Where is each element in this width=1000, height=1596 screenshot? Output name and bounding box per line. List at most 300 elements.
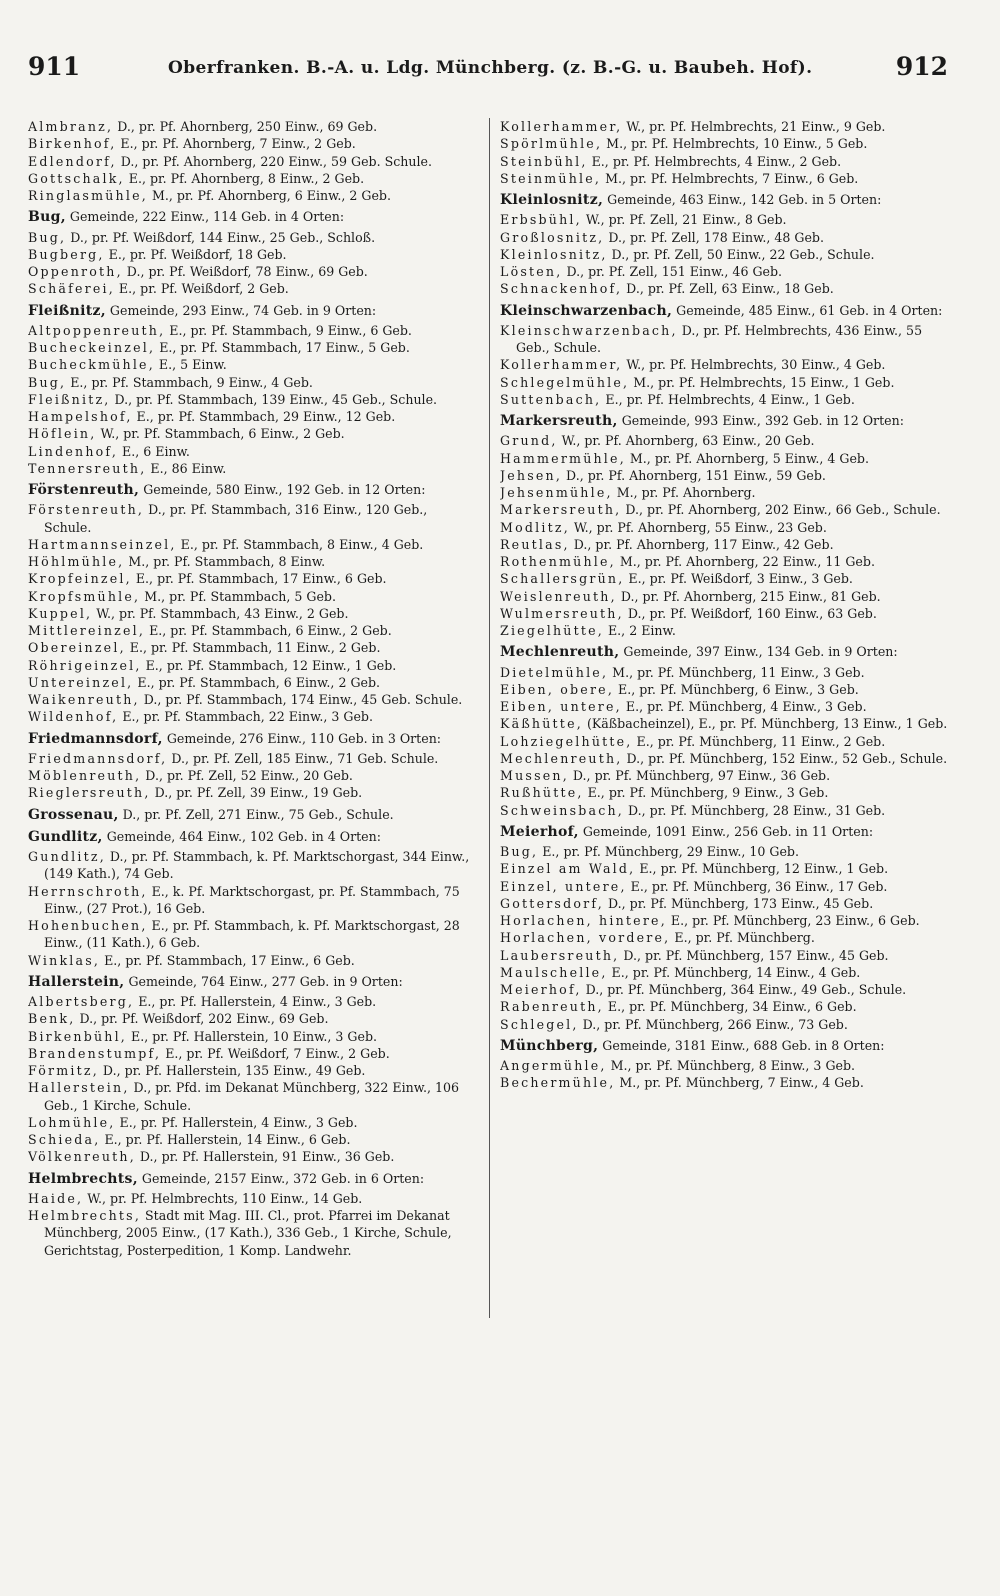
place-details: Gemeinde, 580 Einw., 192 Geb. in 12 Orten: [139,482,426,497]
place-name: Schieda, [28,1132,101,1147]
place-entry [500,681,952,698]
place-details: D., pr. Pf. Münchberg, 152 Einw., 52 Geb., Schule. [622,750,948,766]
right-column [500,118,952,1588]
place-entry [28,691,477,708]
place-name: Oppenroth, [28,264,123,279]
place-details: E., pr. Pf. Stammbach, 12 Einw., 1 Geb. [141,657,397,673]
place-name: Kollerhammer, [500,119,623,134]
place-details: E., pr. Pf. Stammbach, 17 Einw., 6 Geb. [131,571,387,587]
place-entry [28,993,477,1010]
place-details: E., 2 Einw. [603,623,676,638]
gemeinde-heading [28,302,477,320]
place-name: Benk, [28,1011,76,1027]
place-details: Gemeinde, 993 Einw., 392 Geb. in 12 Orten: [617,413,904,428]
gemeinde-heading [500,191,952,209]
place-details: E., pr. Pf. Münchberg, 14 Einw., 4 Geb. [607,964,861,980]
place-name: Lohmühle, [28,1114,116,1130]
place-entry [500,356,952,373]
place-entry [28,187,477,204]
place-details: E., pr. Pf. Stammbach, k. Pf. Marktschorgast, 28 Einw., (11 Kath.), 6 Geb. [44,918,460,951]
place-details: D., pr. Pf. Weißdorf, 78 Einw., 69 Geb. [122,264,368,279]
place-name: Birkenbühl, [28,1028,128,1044]
place-details: D., pr. Pfd. im Dekanat Münchberg, 322 Einw., 106 Geb., 1 Kirche, Schule. [44,1080,460,1113]
place-entry [28,1028,477,1045]
place-details: E., pr. Pf. Weißdorf, 7 Einw., 2 Geb. [161,1045,390,1061]
place-entry [500,484,952,501]
place-details: D., pr. Pf. Zell, 63 Einw., 18 Geb. [622,281,834,297]
place-name: Grossenau, [28,806,119,823]
place-entry [28,639,477,656]
place-entry [500,263,952,280]
place-name: Förstenreuth, [28,502,145,518]
place-details: D., pr. Pf. Hallerstein, 135 Einw., 49 Geb. [98,1063,366,1078]
place-entry [28,1010,477,1027]
place-details: E., pr. Pf. Stammbach, 8 Einw., 4 Geb. [176,536,424,552]
place-name: Edlendorf, [28,153,117,169]
place-entry [500,981,952,998]
place-details: D., pr. Pf. Zell, 271 Einw., 75 Geb., Schule. [118,806,394,822]
place-details: M., pr. Pf. Ahornberg, 6 Einw., 2 Geb. [147,188,391,203]
place-entry [500,843,952,860]
place-details: Gemeinde, 222 Einw., 114 Geb. in 4 Orten: [65,209,345,225]
place-name: Eiben, untere, [500,699,622,714]
place-details: E., pr. Pf. Stammbach, 9 Einw., 4 Geb. [66,374,313,390]
place-name: Kollerhammer, [500,357,623,373]
place-name: Förmitz, [28,1063,99,1078]
place-entry [500,750,952,767]
place-name: Wildenhof, [28,709,119,725]
place-details: D., pr. Pf. Weißdorf, 160 Einw., 63 Geb. [623,605,877,621]
place-name: Schäferei, [28,281,115,297]
place-details: E., pr. Pf. Münchberg, 9 Einw., 3 Geb. [583,785,829,801]
place-name: Kropfeinzel, [28,571,132,587]
place-name: Friedmannsdorf, [28,730,163,747]
place-entry [28,322,477,339]
place-entry [28,1079,477,1114]
place-entry [28,767,477,784]
place-details: D., pr. Pf. Münchberg, 157 Einw., 45 Geb. [619,947,889,963]
place-entry [28,570,477,587]
place-name: Bug, [500,844,539,859]
place-details: D., pr. Pf. Ahornberg, 202 Einw., 66 Geb., Schule. [621,502,941,518]
place-name: Horlachen, vordere, [500,930,671,946]
place-details: D., pr. Pf. Stammbach, 316 Einw., 120 Geb., Schule. [44,502,428,535]
place-name: Steinbühl, [500,153,588,169]
place-details: D., pr. Pf. Münchberg, 28 Einw., 31 Geb. [623,802,886,818]
place-details: M., pr. Pf. Ahornberg. [612,485,756,500]
place-name: Brandenstumpf, [28,1045,162,1061]
place-entry [500,553,952,570]
place-entry [28,536,477,553]
place-name: Jehsen, [500,467,563,483]
place-entry [28,408,477,425]
place-entry [28,170,477,187]
place-details: E., pr. Pf. Hallerstein, 14 Einw., 6 Geb. [100,1132,351,1147]
place-name: Hampelshof, [28,409,133,424]
place-details: D., pr. Pf. Zell, 185 Einw., 71 Geb. Schule. [167,750,439,766]
place-entry [500,715,952,732]
place-details: D., pr. Pf. Zell, 178 Einw., 48 Geb. [604,229,824,245]
place-details: E., pr. Pf. Hallerstein, 4 Einw., 3 Geb. [134,994,377,1009]
place-details: M., pr. Pf. Helmbrechts, 10 Einw., 5 Geb. [602,136,868,152]
place-entry [500,1016,952,1033]
place-name: Meierhof, [500,982,582,997]
place-details: Gemeinde, 463 Einw., 142 Geb. in 5 Orten: [603,192,882,207]
place-name: Suttenbach, [500,391,602,407]
place-details: E., pr. Pf. Ahornberg, 8 Einw., 2 Geb. [124,170,365,186]
place-name: Kuppel, [28,605,93,621]
place-name: Wulmersreuth, [500,605,624,621]
place-name: Gottersdorf, [500,895,604,911]
place-name: Rothenmühle, [500,554,616,569]
place-details: D., pr. Pf. Ahornberg, 250 Einw., 69 Geb. [113,119,378,134]
place-entry [28,229,477,246]
place-entry [28,391,477,408]
page-number-right: 912 [895,52,948,81]
place-details: D., pr. Pf. Stammbach, 174 Einw., 45 Geb. Schule. [139,692,463,707]
place-name: Waikenreuth, [28,692,140,707]
place-entry [500,733,952,750]
place-name: Albertsberg, [28,994,135,1009]
place-name: Grund, [500,433,558,449]
place-entry [28,848,477,883]
place-name: Obereinzel, [28,640,126,656]
place-entry [28,339,477,356]
place-details: E., 86 Einw. [146,460,227,476]
place-details: Gemeinde, 397 Einw., 134 Geb. in 9 Orten: [619,644,898,660]
place-name: Haide, [28,1190,84,1206]
place-name: Jehsenmühle, [500,485,613,500]
place-name: Einzel, untere, [500,878,627,894]
place-name: Maulschelle, [500,964,608,980]
place-details: W., pr. Pf. Helmbrechts, 30 Einw., 4 Geb. [622,357,886,373]
place-details: E., pr. Pf. Stammbach, 9 Einw., 6 Geb. [165,322,412,338]
place-entry [28,674,477,691]
place-name: Ziegelhütte, [500,623,604,638]
place-details: D., pr. Pf. Zell, 39 Einw., 19 Geb. [150,785,363,801]
place-entry [28,1045,477,1062]
place-entry [28,1062,477,1079]
gemeinde-heading [500,823,952,841]
place-entry [500,588,952,605]
place-name: Bucheckmühle, [28,357,155,373]
place-name: Hartmannseinzel, [28,536,177,552]
place-name: Bechermühle, [500,1075,616,1091]
place-entry [28,622,477,639]
place-details: D., pr. Pf. Ahornberg, 151 Einw., 59 Geb. [562,467,826,483]
place-entry [28,501,477,536]
place-details: E., pr. Pf. Münchberg, 6 Einw., 3 Geb. [614,681,859,697]
place-details: E., pr. Pf. Weißdorf, 3 Einw., 3 Geb. [624,571,853,587]
place-entry [28,1148,477,1165]
place-name: Käßhütte, [500,716,583,732]
place-details: Gemeinde, 764 Einw., 277 Geb. in 9 Orten: [124,973,403,989]
place-name: Fleißnitz, [28,391,111,407]
place-name: Spörlmühle, [500,136,603,152]
place-entry [28,374,477,391]
place-name: Röhrigeinzel, [28,657,142,673]
place-entry [500,767,952,784]
place-entry [500,170,952,187]
place-entry [500,622,952,639]
place-details: W., pr. Pf. Stammbach, 43 Einw., 2 Geb. [92,605,349,621]
place-details: E., pr. Pf. Helmbrechts, 4 Einw., 1 Geb. [601,391,855,407]
place-name: Kleinschwarzenbach, [500,322,678,338]
place-entry [28,952,477,969]
place-entry [28,750,477,767]
place-entry [500,998,952,1015]
place-entry [500,467,952,484]
place-details: E., pr. Pf. Münchberg, 29 Einw., 10 Geb. [538,844,799,859]
gemeinde-heading [500,412,952,430]
place-name: Münchberg, [500,1037,599,1054]
gemeinde-heading [28,730,477,748]
gemeinde-heading [28,973,477,991]
place-name: Rabenreuth, [500,999,604,1015]
place-entry [500,153,952,170]
place-entry [500,912,952,929]
place-entry [500,246,952,263]
place-entry [500,878,952,895]
place-name: Mechlenreuth, [500,644,620,661]
place-details: Gemeinde, 464 Einw., 102 Geb. in 4 Orten: [102,828,381,844]
place-details: E., pr. Pf. Münchberg. [670,930,815,946]
gemeinde-heading [28,828,477,846]
place-name: Markersreuth, [500,502,622,518]
place-name: Tennersreuth, [28,460,147,476]
place-entry [500,211,952,228]
place-entry [28,657,477,674]
place-name: Helmbrechts, [28,1208,142,1223]
place-entry [500,605,952,622]
place-entry [28,883,477,918]
place-name: Hammermühle, [500,450,626,466]
place-name: Höflein, [28,426,97,442]
place-details: M., pr. Pf. Ahornberg, 5 Einw., 4 Geb. [625,450,869,466]
place-name: Angermühle, [500,1058,607,1073]
place-details: E., pr. Pf. Weißdorf, 2 Geb. [114,281,289,297]
place-details: D., pr. Pf. Ahornberg, 215 Einw., 81 Geb. [616,588,881,604]
place-name: Rußhütte, [500,785,584,801]
place-details: Gemeinde, 293 Einw., 74 Geb. in 9 Orten: [105,302,377,318]
page-header [28,52,948,92]
place-details: D., pr. Pf. Weißdorf, 144 Einw., 25 Geb., Schloß. [66,229,376,245]
place-name: Hallerstein, [28,973,125,990]
place-entry [28,443,477,460]
place-details: D., pr. Pf. Münchberg, 266 Einw., 73 Geb. [578,1016,848,1032]
column-divider [489,118,490,1318]
place-entry [500,895,952,912]
gemeinde-heading [28,1170,477,1188]
place-details: D., pr. Pf. Zell, 50 Einw., 22 Geb., Schule. [607,246,875,262]
left-column [28,118,477,1588]
place-name: Förstenreuth, [28,482,140,498]
place-details: E., pr. Pf. Stammbach, 11 Einw., 2 Geb. [125,640,381,656]
place-details: D., pr. Pf. Stammbach, 139 Einw., 45 Geb., Schule. [110,391,438,407]
place-details: E., pr. Pf. Stammbach, 6 Einw., 2 Geb. [145,623,392,638]
place-name: Lösten, [500,264,563,279]
place-entry [500,802,952,819]
place-name: Kropfsmühle, [28,588,141,604]
place-name: Meierhof, [500,823,579,840]
place-details: D., pr. Pf. Münchberg, 97 Einw., 36 Geb. [568,768,831,783]
place-entry [500,1057,952,1074]
place-name: Bugberg, [28,246,105,262]
place-details: E., 6 Einw. [118,443,190,459]
place-entry [28,784,477,801]
place-name: Bug, [28,209,66,226]
place-details: D., pr. Pf. Zell, 151 Einw., 46 Geb. [562,264,783,279]
place-name: Kleinlosnitz, [500,246,608,262]
place-name: Gundlitz, [28,849,106,864]
place-name: Friedmannsdorf, [28,750,168,766]
place-details: D., pr. Pf. Helmbrechts, 436 Einw., 55 Geb., Schule. [516,322,923,355]
place-entry [500,536,952,553]
place-details: E., pr. Pf. Münchberg, 34 Einw., 6 Geb. [603,999,857,1015]
gemeinde-heading [500,643,952,661]
place-name: Reutlas, [500,536,570,552]
place-entry [28,1207,477,1259]
place-entry [500,570,952,587]
place-name: Weislenreuth, [500,588,617,604]
place-details: E., k. Pf. Marktschorgast, pr. Pf. Stammbach, 75 Einw., (27 Prot.), 16 Geb. [44,883,460,916]
place-details: D., pr. Pf. Hallerstein, 91 Einw., 36 Geb. [135,1149,395,1165]
place-entry [500,229,952,246]
place-name: Laubersreuth, [500,947,620,963]
place-name: Einzel am Wald, [500,861,636,877]
place-name: Fleißnitz, [28,302,106,319]
place-entry [500,860,952,877]
place-entry [500,450,952,467]
place-name: Modlitz, [500,519,570,535]
place-details: Gemeinde, 485 Einw., 61 Geb. in 4 Orten: [672,302,943,318]
place-entry [28,553,477,570]
place-details: W., pr. Pf. Helmbrechts, 21 Einw., 9 Geb. [622,119,886,134]
place-details: M., pr. Pf. Helmbrechts, 15 Einw., 1 Geb. [629,374,895,390]
place-name: Helmbrechts, [28,1170,138,1187]
place-entry [28,135,477,152]
page-number-left: 911 [28,52,81,81]
place-name: Bug, [28,229,67,245]
place-entry [500,947,952,964]
place-entry [28,1114,477,1131]
place-details: M., pr. Pf. Stammbach, 8 Einw. [124,554,326,569]
gemeinde-heading [28,208,477,226]
place-entry [28,605,477,622]
place-entry [500,784,952,801]
place-details: Stadt mit Mag. III. Cl., prot. Pfarrei im Dekanat Münchberg, 2005 Einw., (17 Kath.), 336 Geb., 1 Kirche, Schule, Gerichtstag, Posterpedition, 1 Komp. Landwehr. [44,1208,452,1258]
place-details: E., pr. Pf. Münchberg, 4 Einw., 3 Geb. [621,699,867,714]
place-details: M., pr. Pf. Münchberg, 7 Einw., 4 Geb. [615,1075,864,1091]
place-name: Bucheckeinzel, [28,340,156,355]
place-entry [28,1190,477,1207]
place-entry [500,501,952,518]
place-details: E., pr. Pf. Stammbach, 29 Einw., 12 Geb. [132,409,396,424]
place-name: Gundlitz, [28,828,103,845]
place-entry [500,432,952,449]
place-name: Eiben, obere, [500,681,615,697]
place-entry [500,929,952,946]
place-details: M., pr. Pf. Münchberg, 8 Einw., 3 Geb. [606,1058,856,1073]
place-name: Völkenreuth, [28,1149,136,1165]
place-details: Gemeinde, 1091 Einw., 256 Geb. in 11 Orten: [578,823,874,839]
place-name: Schlegelmühle, [500,374,630,390]
gemeinde-heading [500,1037,952,1055]
place-name: Schlegel, [500,1016,579,1032]
place-name: Horlachen, hintere, [500,913,667,928]
place-name: Herrnschroth, [28,883,148,899]
place-entry [28,1131,477,1148]
place-name: Ringlasmühle, [28,188,148,203]
place-name: Altpoppenreuth, [28,322,166,338]
place-details: M., pr. Pf. Helmbrechts, 7 Einw., 6 Geb. [601,170,859,186]
place-entry [28,425,477,442]
place-name: Mittlereinzel, [28,623,146,638]
place-name: Kleinschwarzenbach, [500,302,673,319]
gemeinde-heading [28,806,477,824]
place-entry [28,118,477,135]
place-entry [28,460,477,477]
place-details: E., pr. Pf. Ahornberg, 7 Einw., 2 Geb. [116,136,356,152]
place-details: D., pr. Pf. Ahornberg, 117 Einw., 42 Geb. [569,536,834,552]
place-entry [500,519,952,536]
place-name: Markersreuth, [500,413,618,429]
place-name: Almbranz, [28,119,114,134]
place-details: D., pr. Pf. Ahornberg, 220 Einw., 59 Geb. Schule. [116,153,432,169]
place-details: M., pr. Pf. Ahornberg, 22 Einw., 11 Geb. [615,554,875,569]
place-name: Lindenhof, [28,443,119,459]
place-entry [500,698,952,715]
place-entry [28,246,477,263]
place-entry [500,118,952,135]
place-name: Großlosnitz, [500,229,605,245]
place-details: E., pr. Pf. Münchberg, 36 Einw., 17 Geb. [626,878,888,894]
place-name: Schweinsbach, [500,802,624,818]
place-details: (Käßbacheinzel), E., pr. Pf. Münchberg, 13 Einw., 1 Geb. [582,716,948,732]
place-name: Möblenreuth, [28,768,142,783]
place-details: D., pr. Pf. Zell, 52 Einw., 20 Geb. [141,768,353,783]
place-details: D., pr. Pf. Münchberg, 364 Einw., 49 Geb., Schule. [581,982,907,997]
place-name: Hallerstein, [28,1080,130,1096]
place-details: Gemeinde, 2157 Einw., 372 Geb. in 6 Orten: [137,1170,425,1186]
place-entry [500,964,952,981]
place-details: E., pr. Pf. Hallerstein, 10 Einw., 3 Geb. [127,1028,378,1044]
place-name: Rieglersreuth, [28,785,151,801]
place-entry [28,356,477,373]
place-entry [500,280,952,297]
place-entry [28,588,477,605]
place-entry [28,917,477,952]
place-name: Schallersgrün, [500,571,625,587]
running-title: Oberfranken. B.-A. u. Ldg. Münchberg. (z. B.-G. u. Baubeh. Hof). [168,58,813,78]
place-name: Winklas, [28,952,101,968]
place-details: W., pr. Pf. Ahornberg, 63 Einw., 20 Geb. [557,433,815,449]
place-name: Lohziegelhütte, [500,733,633,749]
place-details: E., pr. Pf. Stammbach, 17 Einw., 5 Geb. [155,340,410,355]
place-entry [28,263,477,280]
place-name: Gottschalk, [28,170,125,186]
place-details: M., pr. Pf. Münchberg, 11 Einw., 3 Geb. [608,664,865,680]
place-entry [28,708,477,725]
place-name: Dietelmühle, [500,664,609,680]
place-name: Steinmühle, [500,170,602,186]
place-details: W., pr. Pf. Helmbrechts, 110 Einw., 14 Geb. [83,1190,363,1206]
place-name: Schnackenhof, [500,281,623,297]
place-details: W., pr. Pf. Ahornberg, 55 Einw., 23 Geb. [569,519,827,535]
place-name: Mussen, [500,768,569,783]
place-details: Gemeinde, 276 Einw., 110 Geb. in 3 Orten: [162,730,442,746]
place-details: M., pr. Pf. Stammbach, 5 Geb. [140,588,336,604]
